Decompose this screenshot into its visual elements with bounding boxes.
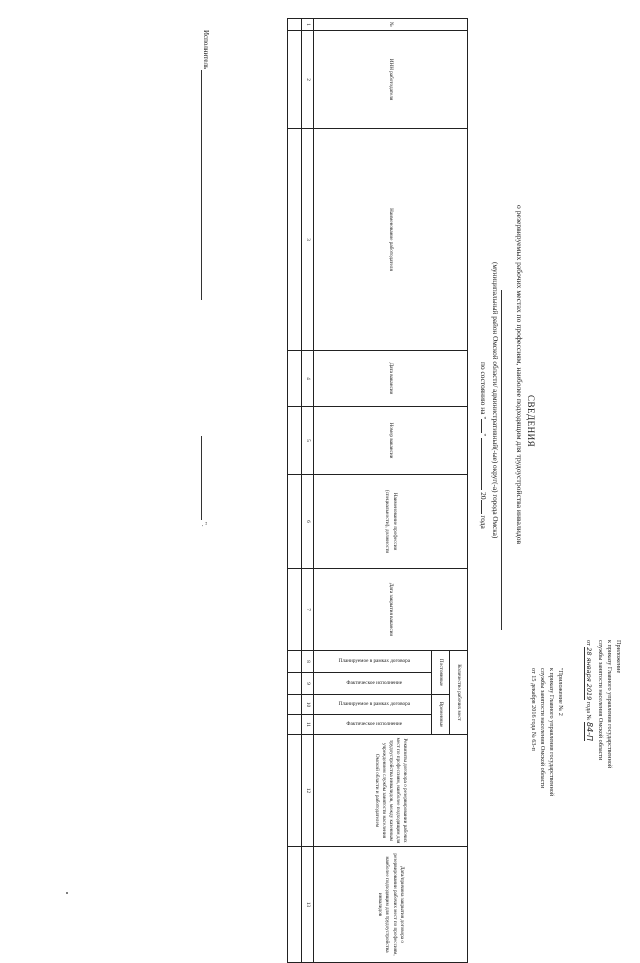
header-num: № — [314, 19, 468, 31]
header-temporary-planned: Планируемое в рамках договора — [314, 695, 432, 715]
header-vacancy-date: Дата вакансии — [314, 351, 468, 407]
header-contract-details: Реквизиты договора о резервировании рабочих мест по профессиям, наиболее подходящим для трудоустройства инвалидов, между казенным учреждением службы занятости населения Омской области и работодателем — [314, 735, 468, 847]
table-cell — [288, 19, 302, 31]
scan-speck — [66, 892, 68, 894]
table-cell — [288, 569, 302, 651]
appendix2-line: от 15 декабря 2016 года № 63-п — [530, 668, 538, 751]
handwritten-date: 28 января 2019 — [585, 647, 594, 701]
column-number: 4 — [302, 351, 314, 407]
appendix2-line: к приказу Главного управления государственной — [548, 668, 556, 797]
header-workplaces: Количество рабочих мест — [450, 651, 468, 735]
header-permanent-planned: Планируемое в рамках договора — [314, 651, 432, 673]
table-row — [288, 19, 302, 963]
column-number: 9 — [302, 673, 314, 695]
appendix-order-line: от 28 января 2019 года № 84-П — [585, 640, 595, 742]
document-subtitle: о резервируемых рабочих местах по профессиям, наиболее подходящим для трудоустройства инвалидов — [515, 205, 524, 545]
column-number: 5 — [302, 407, 314, 475]
column-number: 7 — [302, 569, 314, 651]
header-inn: ИНН работодателя — [314, 31, 468, 129]
table-cell — [288, 735, 302, 847]
header-employer: Наименование работодателя — [314, 129, 468, 351]
header-temporary-actual: Фактическое исполнение — [314, 715, 432, 735]
appendix2-block — [528, 668, 564, 796]
table-cell — [288, 651, 302, 673]
executor-second-line — [201, 436, 202, 520]
header-close-date: Дата закрытия вакансии — [314, 569, 468, 651]
column-number: 3 — [302, 129, 314, 351]
appendix2-line: службы занятости населения Омской области — [539, 668, 547, 789]
column-number: 1 — [302, 19, 314, 31]
column-number: 2 — [302, 31, 314, 129]
table-cell — [288, 673, 302, 695]
column-number: 8 — [302, 651, 314, 673]
appendix2-line: "Приложение № 2 — [557, 668, 564, 716]
handwritten-number: 84-П — [585, 721, 595, 742]
appendix-line: к приказу Главного управления государственной — [606, 640, 614, 769]
column-number: 13 — [302, 847, 314, 963]
header-vacancy-number: Номер вакансии — [314, 407, 468, 475]
table-cell — [288, 695, 302, 715]
municipality-line — [501, 290, 502, 630]
column-number: 10 — [302, 695, 314, 715]
header-permanent-actual: Фактическое исполнение — [314, 673, 432, 695]
table-cell — [288, 475, 302, 569]
appendix-line: службы занятости населения Омской области — [597, 640, 605, 761]
column-number-row — [302, 19, 314, 963]
closing-quote: ". — [200, 522, 208, 527]
column-number: 12 — [302, 735, 314, 847]
workplaces-table — [287, 18, 468, 963]
table-cell — [288, 351, 302, 407]
header-temporary: Временные — [432, 695, 450, 735]
municipality-caption: (муниципальный район Омской области/ административный(-ые) округ(-а) города Омска) — [491, 262, 499, 539]
document-title: СВЕДЕНИЯ — [526, 395, 536, 448]
header-profession: Наименование профессии (специальности), должности — [314, 475, 468, 569]
table-cell — [288, 31, 302, 129]
appendix-line: Приложение — [615, 640, 622, 674]
header-permanent: Постоянные — [432, 651, 450, 695]
as-of-line: по состоянию на "" 20 года — [479, 362, 488, 529]
header-contract-close: Дата/причина закрытия договора о резервировании рабочих мест по профессиям, наиболее подходящим для трудоустройства инвалидов — [314, 847, 468, 963]
appendix-block — [583, 640, 622, 768]
column-number: 11 — [302, 715, 314, 735]
column-number: 6 — [302, 475, 314, 569]
table-cell — [288, 129, 302, 351]
executor-label: Исполнитель — [202, 30, 210, 70]
table-cell — [288, 407, 302, 475]
table-cell — [288, 715, 302, 735]
executor-signature-line — [201, 70, 202, 300]
